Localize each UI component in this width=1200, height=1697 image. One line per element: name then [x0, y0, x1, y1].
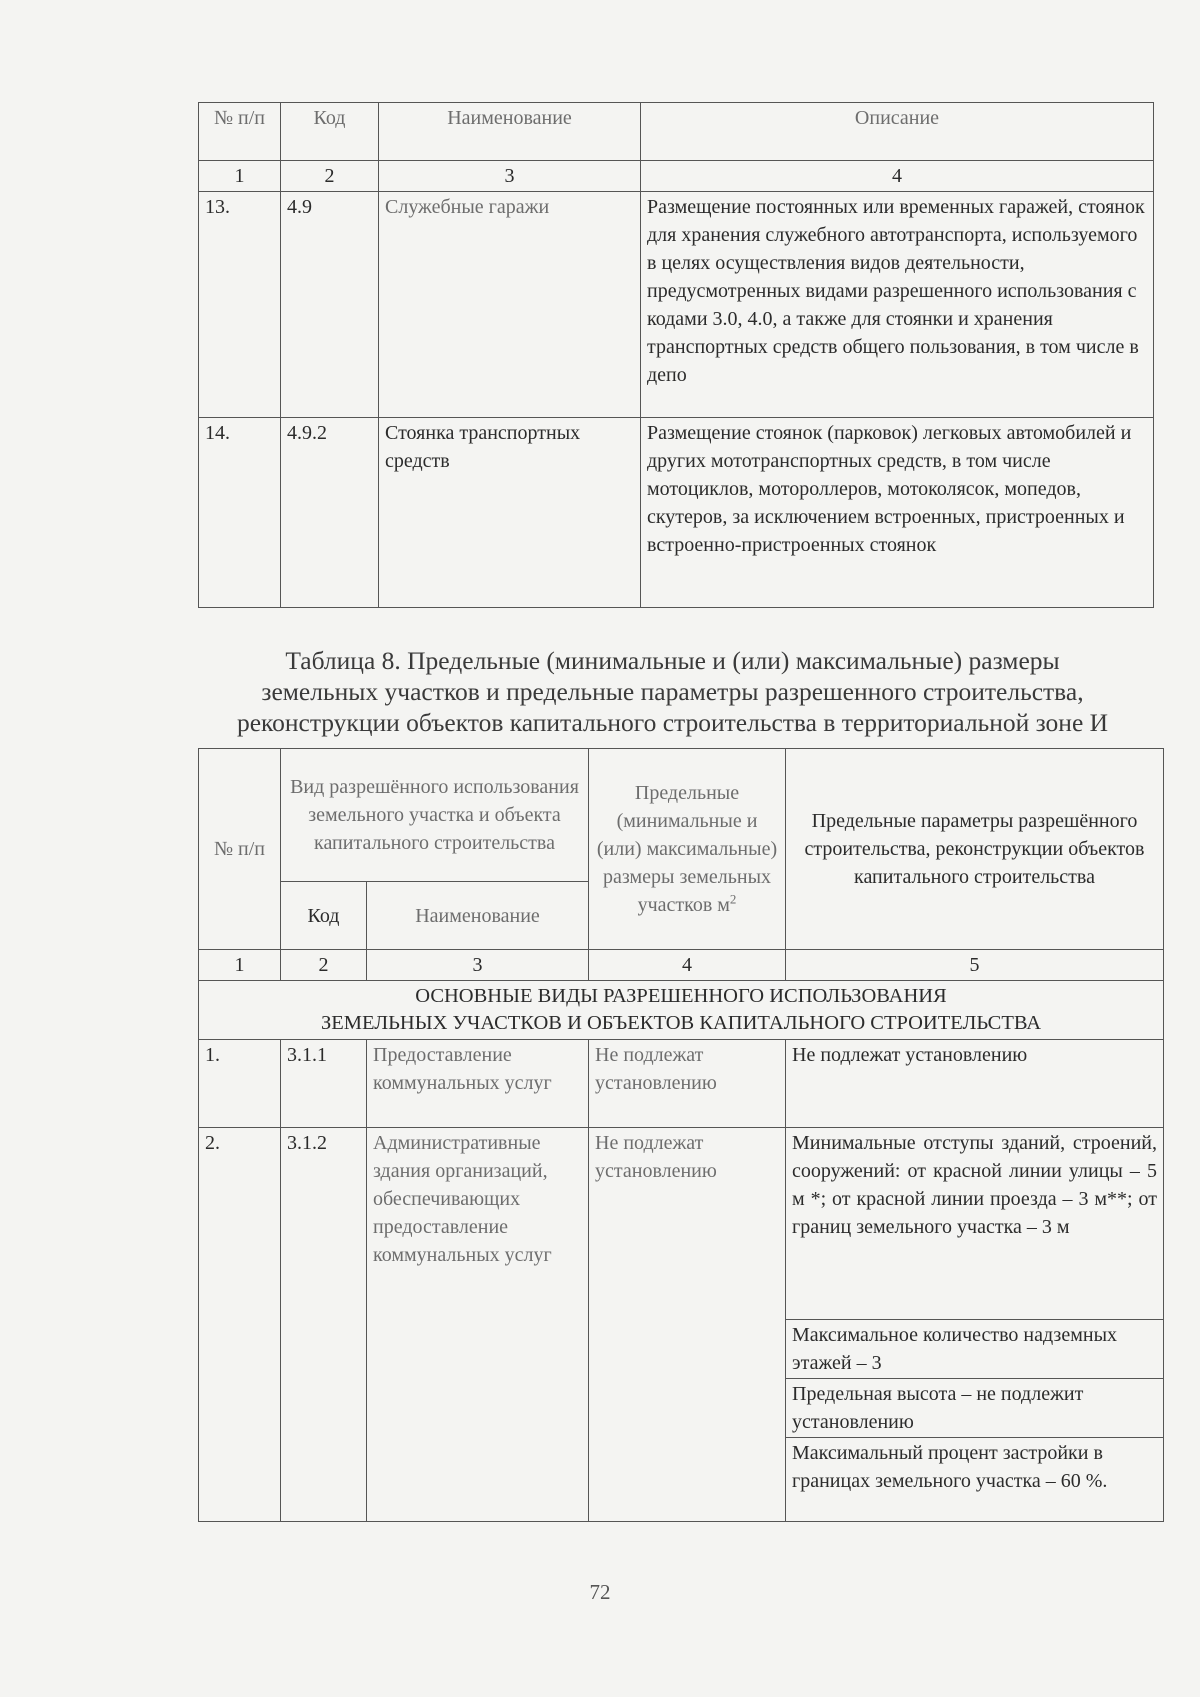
caption-line: Таблица 8. Предельные (минимальные и (или) максимальные) размеры — [285, 646, 1060, 675]
col-number: 3 — [379, 161, 641, 192]
row-params-setbacks: Минимальные отступы зданий, строений, сооружений: от красной линии улицы – 5 м *; от красной линии проезда – 3 м**; от границ земельного участка – 3 м — [786, 1128, 1164, 1320]
row-desc: Размещение стоянок (парковок) легковых автомобилей и других мототранспортных средств, в том числе мотоциклов, мотороллеров, мотоколясок, мопедов, скутеров, за исключением встроенных, пристроенных и встроенно-пристроенных стоянок — [641, 418, 1154, 608]
table-8-limits — [198, 748, 1164, 1522]
row-code: 3.1.1 — [281, 1040, 367, 1128]
table-header-row — [199, 749, 1164, 882]
row-num: 2. — [199, 1128, 281, 1522]
header-code: Код — [281, 882, 367, 950]
row-name: Стоянка транспортных средств — [379, 418, 641, 608]
caption-line: земельных участков и предельные параметры разрешенного строительства, — [261, 677, 1084, 706]
header-use-type: Вид разрешённого использования земельного участка и объекта капитального строительства — [281, 749, 589, 882]
row-params-coverage: Максимальный процент застройки в границах земельного участка – 60 %. — [786, 1438, 1164, 1522]
row-num: 1. — [199, 1040, 281, 1128]
col-number: 4 — [641, 161, 1154, 192]
column-number-row — [199, 950, 1164, 981]
row-num: 13. — [199, 192, 281, 418]
row-name: Предоставление коммунальных услуг — [367, 1040, 589, 1128]
row-size: Не подлежат установлению — [589, 1128, 786, 1522]
col-number: 2 — [281, 161, 379, 192]
col-number: 5 — [786, 950, 1164, 981]
row-code: 3.1.2 — [281, 1128, 367, 1522]
header-sizes-text: Предельные (минимальные и (или) максимальные) размеры земельных участков м — [596, 782, 778, 916]
row-params-floors: Максимальное количество надземных этажей – 3 — [786, 1320, 1164, 1379]
col-number: 2 — [281, 950, 367, 981]
header-num: № п/п — [199, 103, 281, 161]
col-number: 4 — [589, 950, 786, 981]
col-number: 1 — [199, 950, 281, 981]
header-code: Код — [281, 103, 379, 161]
table-caption — [185, 645, 1160, 738]
row-name: Служебные гаражи — [379, 192, 641, 418]
section-line: ЗЕМЕЛЬНЫХ УЧАСТКОВ И ОБЪЕКТОВ КАПИТАЛЬНОГО СТРОИТЕЛЬСТВА — [320, 1012, 1042, 1034]
table-row — [199, 1128, 1164, 1320]
row-code: 4.9 — [281, 192, 379, 418]
caption-line: реконструкции объектов капитального строительства в территориальной зоне И — [236, 708, 1109, 737]
section-heading — [199, 981, 1164, 1040]
section-heading-row — [199, 981, 1164, 1040]
section-line: ОСНОВНЫЕ ВИДЫ РАЗРЕШЕННОГО ИСПОЛЬЗОВАНИЯ — [415, 985, 947, 1007]
col-number: 3 — [367, 950, 589, 981]
row-name: Административные здания организаций, обеспечивающих предоставление коммунальных услуг — [367, 1128, 589, 1522]
table-permitted-uses-continued — [198, 102, 1154, 608]
table-header-row — [199, 103, 1154, 161]
row-params: Не подлежат установлению — [786, 1040, 1164, 1128]
col-number: 1 — [199, 161, 281, 192]
table-row — [199, 192, 1154, 418]
row-num: 14. — [199, 418, 281, 608]
header-name: Наименование — [367, 882, 589, 950]
header-desc: Описание — [641, 103, 1154, 161]
column-number-row — [199, 161, 1154, 192]
header-sizes-sup: 2 — [729, 891, 737, 907]
table-row — [199, 418, 1154, 608]
row-params-height: Предельная высота – не подлежит установлению — [786, 1379, 1164, 1438]
header-name: Наименование — [379, 103, 641, 161]
header-sizes — [589, 749, 786, 950]
row-size: Не подлежат установлению — [589, 1040, 786, 1128]
page-number: 72 — [589, 1580, 611, 1604]
header-num: № п/п — [199, 749, 281, 950]
table-row — [199, 1040, 1164, 1128]
row-code: 4.9.2 — [281, 418, 379, 608]
row-desc: Размещение постоянных или временных гаражей, стоянок для хранения служебного автотранспорта, используемого в целях осуществления видов деятельности, предусмотренных видами разрешенного использования с кодами 3.0, 4.0, а также для стоянки и хранения транспортных средств общего пользования, в том числе в депо — [641, 192, 1154, 418]
header-params: Предельные параметры разрешённого строительства, реконструкции объектов капитального строительства — [786, 749, 1164, 950]
